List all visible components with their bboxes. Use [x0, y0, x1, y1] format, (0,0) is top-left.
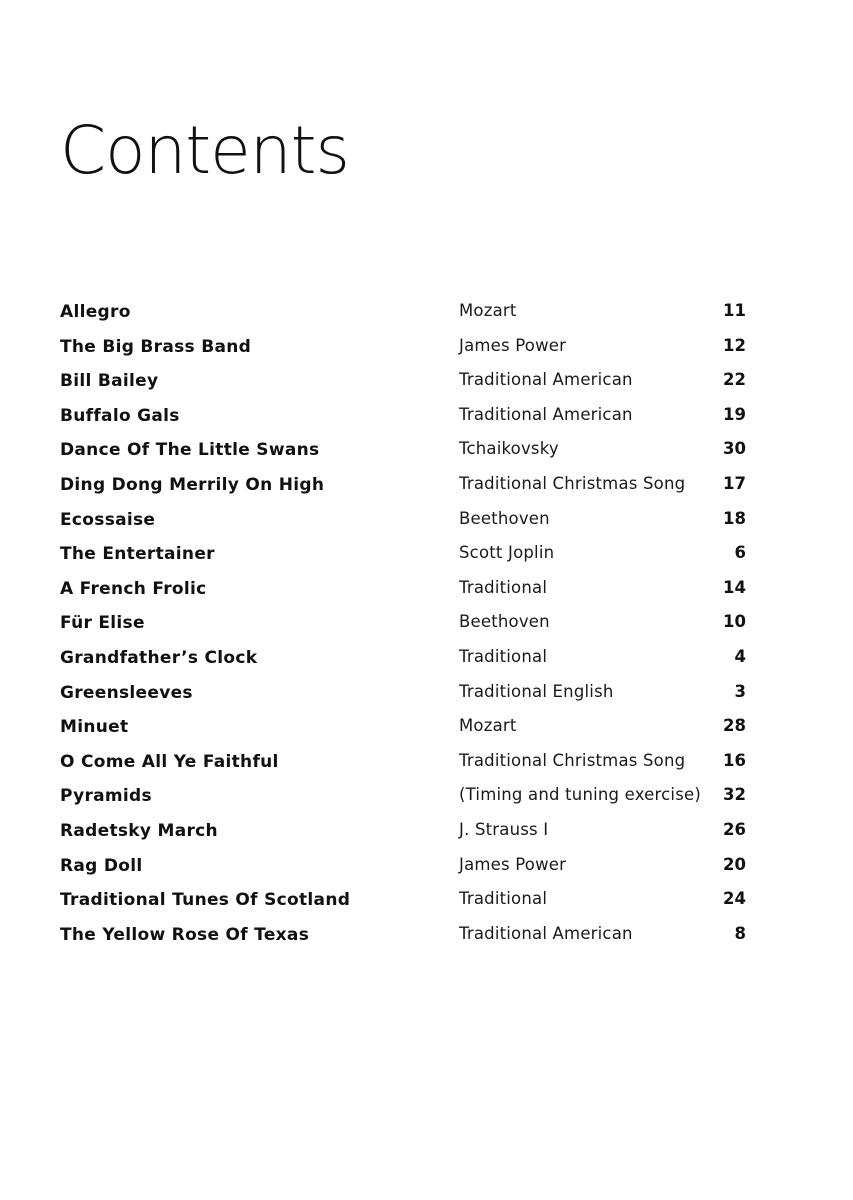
contents-row	[60, 296, 746, 331]
composer-name: Beethoven	[459, 612, 550, 632]
contents-row	[60, 607, 746, 642]
page-number: 11	[723, 301, 746, 320]
piece-title: The Big Brass Band	[60, 336, 252, 357]
composer-name: Traditional American	[459, 923, 633, 943]
contents-row	[60, 642, 746, 677]
piece-title: Traditional Tunes Of Scotland	[60, 890, 351, 911]
page-number: 14	[723, 577, 746, 597]
piece-title: Buffalo Gals	[60, 405, 180, 426]
piece-title: O Come All Ye Faithful	[60, 751, 279, 772]
piece-title: Rag Doll	[60, 855, 143, 876]
contents-row	[60, 573, 746, 608]
page-number: 8	[734, 923, 746, 943]
page-number: 32	[723, 785, 746, 805]
page-number: 19	[723, 404, 746, 424]
page-number: 24	[723, 889, 746, 909]
piece-title: The Entertainer	[60, 544, 215, 565]
page-number: 17	[723, 473, 746, 493]
page-number: 22	[723, 370, 746, 390]
page-number: 30	[723, 439, 746, 459]
composer-name: Traditional	[459, 889, 548, 909]
contents-row	[60, 815, 746, 850]
composer-name: Mozart	[459, 301, 517, 320]
page-number: 6	[734, 543, 746, 563]
contents-row	[60, 400, 746, 435]
contents-row	[60, 538, 746, 573]
piece-title: Ecossaise	[60, 509, 156, 530]
page-number: 3	[734, 681, 746, 701]
composer-name: Mozart	[459, 716, 517, 736]
composer-name: Beethoven	[459, 508, 550, 528]
page-number: 26	[723, 819, 746, 839]
piece-title: A French Frolic	[60, 578, 207, 599]
composer-name: J. Strauss I	[459, 819, 549, 839]
piece-title: Radetsky March	[60, 820, 218, 841]
contents-row	[60, 850, 746, 885]
composer-name: Traditional American	[459, 370, 633, 390]
contents-row	[60, 884, 746, 919]
contents-row	[60, 746, 746, 781]
piece-title: Greensleeves	[60, 682, 193, 703]
contents-row	[60, 711, 746, 746]
composer-name: (Timing and tuning exercise)	[459, 785, 701, 805]
piece-title: Ding Dong Merrily On High	[60, 474, 325, 495]
page-number: 20	[723, 854, 746, 874]
composer-name: James Power	[459, 854, 567, 874]
piece-title: Bill Bailey	[60, 371, 159, 392]
composer-name: Scott Joplin	[459, 543, 555, 563]
page-number: 28	[723, 716, 746, 736]
composer-name: James Power	[459, 335, 567, 355]
piece-title: Dance Of The Little Swans	[60, 440, 320, 461]
piece-title: Pyramids	[60, 786, 152, 807]
composer-name: Traditional	[459, 577, 548, 597]
composer-name: Traditional English	[459, 681, 614, 701]
page-title: Contents	[60, 112, 349, 189]
piece-title: Allegro	[60, 302, 131, 322]
contents-row	[60, 469, 746, 504]
page-number: 18	[723, 508, 746, 528]
composer-name: Traditional Christmas Song	[459, 750, 686, 770]
contents-list	[60, 296, 746, 953]
piece-title: Grandfather’s Clock	[60, 647, 258, 668]
contents-row	[60, 434, 746, 469]
contents-row	[60, 677, 746, 712]
piece-title: Für Elise	[60, 613, 145, 634]
composer-name: Traditional Christmas Song	[459, 473, 686, 493]
composer-name: Traditional American	[459, 404, 633, 424]
contents-row	[60, 331, 746, 366]
contents-row	[60, 504, 746, 539]
page-number: 4	[734, 646, 746, 666]
page-number: 10	[723, 612, 746, 632]
contents-row	[60, 365, 746, 400]
contents-row	[60, 919, 746, 954]
piece-title: The Yellow Rose Of Texas	[60, 924, 310, 945]
contents-row	[60, 780, 746, 815]
composer-name: Traditional	[459, 646, 548, 666]
piece-title: Minuet	[60, 717, 129, 738]
page-number: 12	[723, 335, 746, 355]
page-number: 16	[723, 750, 746, 770]
composer-name: Tchaikovsky	[459, 439, 559, 459]
